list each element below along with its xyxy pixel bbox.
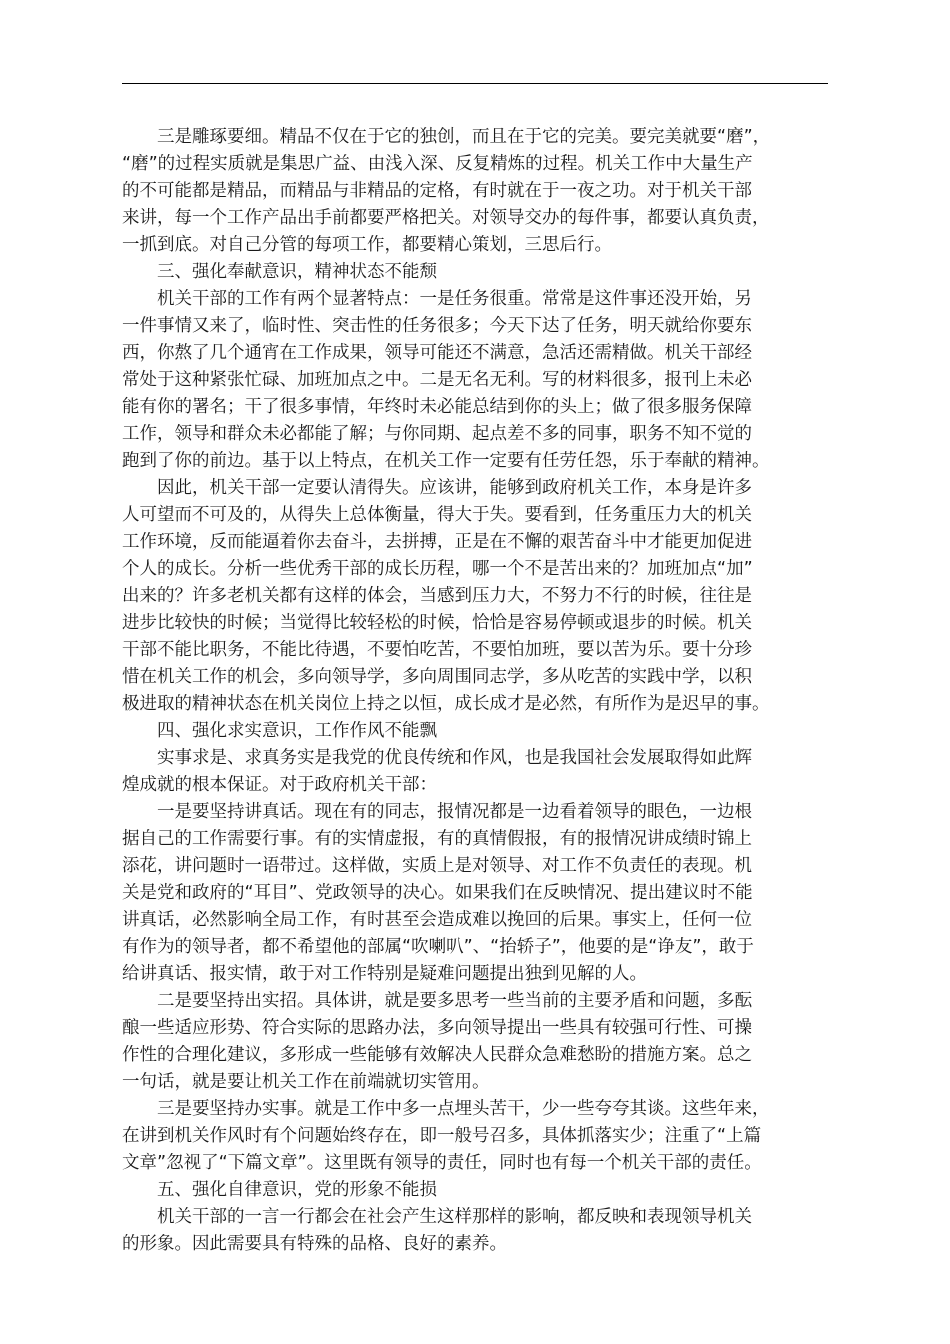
section-heading-dedication: 三、强化奉献意识，精神状态不能颓 [157, 262, 437, 282]
paragraph-practical-measures: 二是要坚持出实招。具体讲，就是要多思考一些当前的主要矛盾和问题，多酝 酿一些适应形势、符合实际的思路办法，多向领导提出一些具有较强可行性、可操 作性的合理化建议，多形成一些能够有效解决人民群众急难愁盼的措施方案。总之 一句话，就是要让机关工作在前端就切实管用。 [122, 991, 752, 1092]
paragraph-seek-truth: 实事求是、求真务实是我党的优良传统和作风，也是我国社会发展取得如此辉 煌成就的根本保证。对于政府机关干部： [122, 748, 752, 795]
section-heading-pragmatism: 四、强化求实意识，工作作风不能飘 [157, 721, 437, 741]
header-rule [122, 83, 828, 84]
paragraph-two-features: 机关干部的工作有两个显著特点：一是任务很重。常常是这件事还没开始，另 一件事情又来了，临时性、突击性的任务很多；今天下达了任务，明天就给你要东 西，你熬了几个通宵在工作成果，领导可能还不满意，急活还需精做。机关干部经 常处于这种紧张忙碌、加班加点之中。二是无名无利。写的材料很多，报刊上未必 能有你的署名；干了很多事情，年终时未必能总结到你的头上；做了很多服务保障 工作，领导和群众未必都能了解；与你同期、起点差不多的同事，职务不知不觉的 跑到了你的前边。基于以上特点，在机关工作一定要有任劳任怨，乐于奉献的精神。 [122, 289, 770, 471]
paragraph-do-practical-things: 三是要坚持办实事。就是工作中多一点埋头苦干，少一些夸夸其谈。这些年来， 在讲到机关作风时有个问题始终存在，即一般号召多，具体抓落实少；注重了“上篇 文章”忽视了“下篇文章”。这里既有领导的责任，同时也有每一个机关干部的责任。 [122, 1099, 770, 1173]
document-body [122, 124, 828, 1258]
paragraph-tell-truth: 一是要坚持讲真话。现在有的同志，报情况都是一边看着领导的眼色，一边根 据自己的工作需要行事。有的实情虚报，有的真情假报，有的报情况讲成绩时锦上 添花，讲问题时一语带过。这样做，实质上是对领导、对工作不负责任的表现。机 关是党和政府的“耳目”、党政领导的决心。如果我们在反映情况、提出建议时不能 讲真话，必然影响全局工作，有时甚至会造成难以挽回的后果。事实上，任何一位 有作为的领导者，都不希望他的部属“吹喇叭”、“抬轿子”，他要的是“诤友”，敢于 给讲真话、报实情，敢于对工作特别是疑难问题提出独到见解的人。 [122, 802, 754, 984]
paragraph-carving-details: 三是雕琢要细。精品不仅在于它的独创，而且在于它的完美。要完美就要“磨”， “磨”的过程实质就是集思广益、由浅入深、反复精炼的过程。机关工作中大量生产 的不可能都是精品，而精品与非精品的定格，有时就在于一夜之功。对于机关干部 来讲，每一个工作产品出手前都要严格把关。对领导交办的每件事，都要认真负责， 一抓到底。对自己分管的每项工作，都要精心策划，三思后行。 [122, 127, 771, 255]
paragraph-gains-losses: 因此，机关干部一定要认清得失。应该讲，能够到政府机关工作，本身是许多 人可望而不可及的，从得失上总体衡量，得大于失。要看到，任务重压力大的机关 工作环境，反而能逼着你去奋斗，去拼搏，正是在不懈的艰苦奋斗中才能更加促进 个人的成长。分析一些优秀干部的成长历程，哪一个不是苦出来的？加班加点“加” 出来的？许多老机关都有这样的体会，当感到压力大，不努力不行的时候，往往是 进步比较快的时候；当觉得比较轻松的时候，恰恰是容易停顿或退步的时候。机关 干部不能比职务，不能比待遇，不要怕吃苦，不要怕加班，要以苦为乐。要十分珍 惜在机关工作的机会，多向领导学，多向周围同志学，多从吃苦的实践中学，以积 极进取的精神状态在机关岗位上持之以恒，成长成才是必然，有所作为是迟早的事。 [122, 478, 770, 714]
paragraph-conduct-image: 机关干部的一言一行都会在社会产生这样那样的影响，都反映和表现领导机关 的形象。因此需要具有特殊的品格、良好的素养。 [122, 1207, 752, 1254]
section-heading-self-discipline: 五、强化自律意识，党的形象不能损 [157, 1180, 437, 1200]
